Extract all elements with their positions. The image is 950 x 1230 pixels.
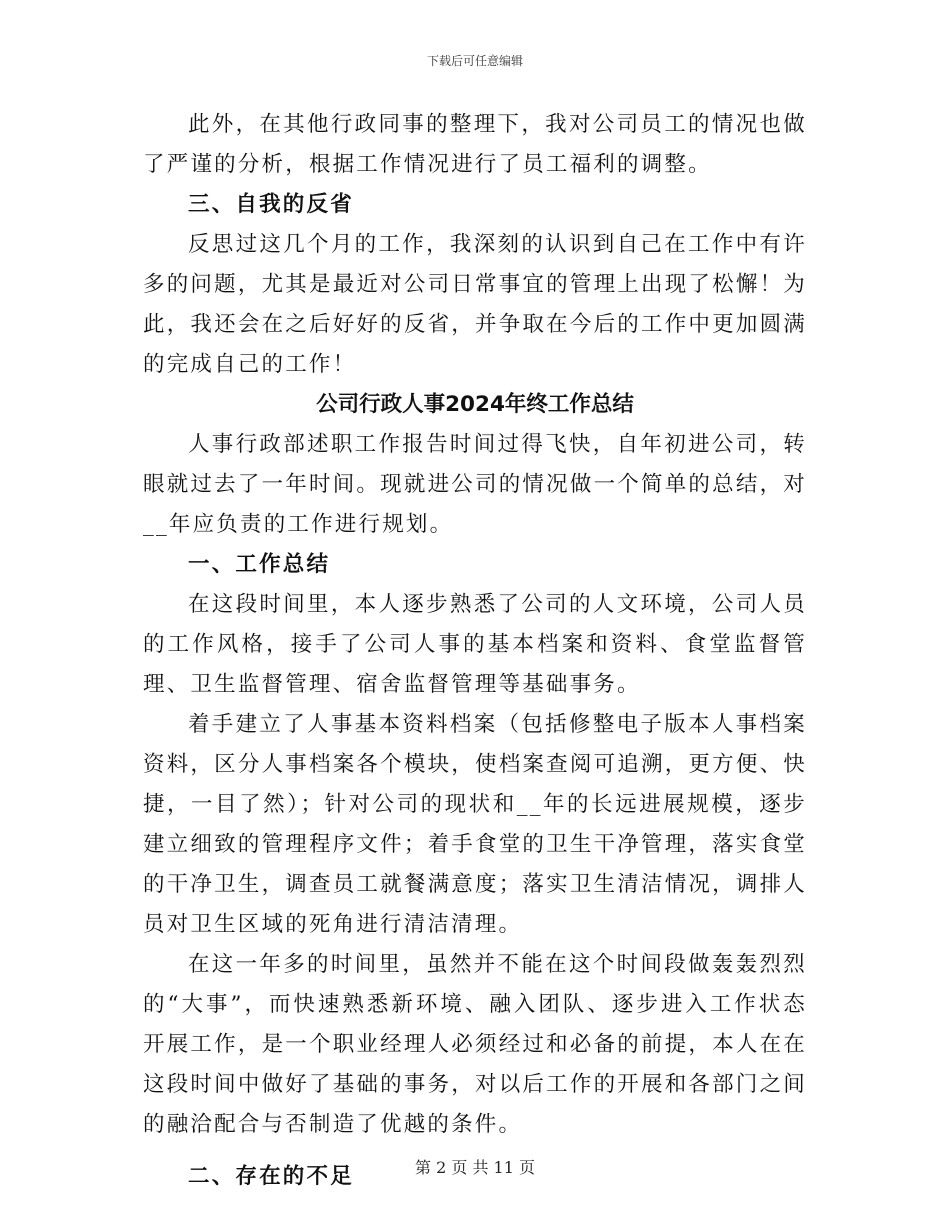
paragraph-introduction: 人事行政部述职工作报告时间过得飞快，自年初进公司，转眼就过去了一年时间。现就进公司的情况做一个简单的总结，对__年应负责的工作进行规划。 bbox=[143, 432, 807, 537]
section-heading-shortcomings: 二、存在的不足 bbox=[188, 1164, 354, 1189]
paragraph-archive-management: 着手建立了人事基本资料档案（包括修整电子版本人事档案资料，区分人事档案各个模块，使档案查阅可追溯，更方便、快捷，一目了然）；针对公司的现状和__年的长远进展规模，逐步建立细致的管理程序文件；着手食堂的卫生干净管理，落实食堂的干净卫生，调查员工就餐满意度；落实卫生清洁情况，调排人员对卫生区域的死角进行清洁清理。 bbox=[143, 712, 807, 937]
document-body bbox=[143, 105, 807, 1197]
paragraph-benefits-analysis: 此外，在其他行政同事的整理下，我对公司员工的情况也做了严谨的分析，根据工作情况进行了员工福利的调整。 bbox=[143, 112, 807, 177]
section-heading-self-reflection: 三、自我的反省 bbox=[188, 192, 354, 217]
paragraph-work-familiarization: 在这段时间里，本人逐步熟悉了公司的人文环境，公司人员的工作风格，接手了公司人事的基本档案和资料、食堂监督管理、卫生监督管理、宿舍监督管理等基础事务。 bbox=[143, 592, 807, 697]
page-number-footer: 第 2 页 共 11 页 bbox=[415, 1158, 535, 1177]
paragraph-year-review: 在这一年多的时间里，虽然并不能在这个时间段做轰轰烈烈的“大事”，而快速熟悉新环境、融入团队、逐步进入工作状态开展工作，是一个职业经理人必须经过和必备的前提，本人在在这段时间中做好了基础的事务，对以后工作的开展和各部门之间的融洽配合与否制造了优越的条件。 bbox=[143, 952, 807, 1137]
section-heading-work-summary: 一、工作总结 bbox=[188, 552, 331, 577]
paragraph-self-reflection: 反思过这几个月的工作，我深刻的认识到自己在工作中有许多的问题，尤其是最近对公司日常事宜的管理上出现了松懈！为此，我还会在之后好好的反省，并争取在今后的工作中更加圆满的完成自己的工作！ bbox=[143, 232, 807, 377]
page-header-note: 下载后可任意编辑 bbox=[426, 54, 523, 68]
document-title: 公司行政人事2024年终工作总结 bbox=[316, 392, 634, 417]
